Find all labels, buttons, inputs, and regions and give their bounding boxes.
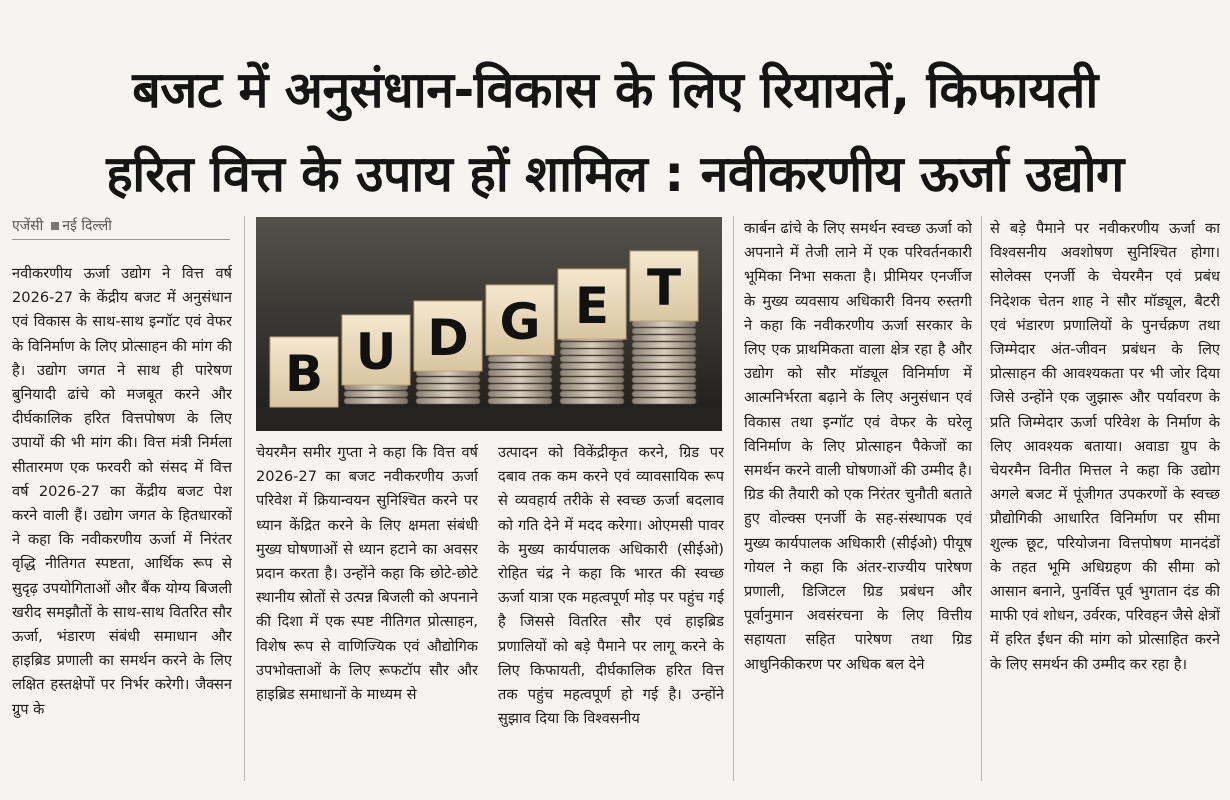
coin-stack-layer	[560, 349, 624, 355]
coin-stack-layer	[416, 384, 480, 390]
coin-stack-layer	[560, 391, 624, 397]
coin-stack-layer	[488, 363, 552, 369]
article-column-3: उत्पादन को विकेंद्रीकृत करने, ग्रिड पर दबाव तक कम करने एवं व्यावसायिक रूप से व्यवहार्य तरीके से स्वच्छ ऊर्जा बदलाव को गति देने में मदद करेगा। ओएमसी पावर के मुख्य कार्यपालक अधिकारी (सीईओ) रोहित चंद्र ने कहा कि भारत की स्वच्छ ऊर्जा यात्रा एक महत्वपूर्ण मोड़ पर पहुंच गई है जिससे वितरित सौर एवं हाइब्रिड प्रणालियों को बड़े पैमाने पर लागू करने के लिए किफायती, दीर्घकालिक हरित वित्त तक पहुंच महत्वपूर्ण हो गई है। उन्होंने सुझाव दिया कि विश्वसनीय	[498, 444, 724, 728]
coin-stack-layer	[560, 384, 624, 390]
column-divider	[244, 216, 245, 781]
coin-stack-layer	[632, 377, 696, 383]
coin-stack-layer	[632, 321, 696, 327]
coin-stack-layer	[560, 398, 624, 404]
coin-stack-layer	[632, 356, 696, 362]
coin-stack-layer	[632, 335, 696, 341]
block-letter: T	[646, 259, 682, 317]
budget-coins-illustration	[256, 217, 722, 431]
coin-stack-layer	[632, 363, 696, 369]
coin-stack-layer	[560, 363, 624, 369]
coin-stack-layer	[488, 398, 552, 404]
coin-stack-layer	[488, 391, 552, 397]
headline-line-2: हरित वित्त के उपाय हों शामिल : नवीकरणीय ऊर्जा उद्योग	[106, 145, 1124, 203]
coin-stack-layer	[632, 328, 696, 334]
headline-line-1: बजट में अनुसंधान-विकास के लिए रियायतें, किफायती	[132, 61, 1098, 119]
dateline-agency: एजेंसी	[12, 218, 44, 234]
coin-stack-layer	[632, 370, 696, 376]
square-bullet-icon	[51, 222, 59, 230]
block-letter: G	[499, 293, 541, 351]
coin-stack-layer	[560, 370, 624, 376]
coin-stack-layer	[632, 398, 696, 404]
budget-photo	[256, 217, 722, 431]
column-divider	[733, 216, 734, 781]
coin-stack-layer	[632, 391, 696, 397]
article-column-2: चेयरमैन समीर गुप्ता ने कहा कि वित्त वर्ष 2026-27 का बजट नवीकरणीय ऊर्जा परिवेश में क्रियान्वयन सुनिश्चित करने पर ध्यान केंद्रित करने के लिए क्षमता संबंधी मुख्य घोषणाओं से ध्यान हटाने का अवसर प्रदान करता है। उन्होंने कहा कि छोटे-छोटे स्थानीय स्रोतों से उत्पन्न बिजली को अपनाने की दिशा में एक स्पष्ट नीतिगत प्रोत्साहन, विशेष रूप से वाणिज्यिक एवं औद्योगिक उपभोक्ताओं के लिए रूफटॉप सौर और हाइब्रिड समाधानों के माध्यम से	[256, 444, 478, 704]
article-column-1: नवीकरणीय ऊर्जा उद्योग ने वित्त वर्ष 2026-27 के केंद्रीय बजट में अनुसंधान एवं विकास के साथ-साथ इन्गॉट एवं वेफर के विनिर्माण के लिए प्रोत्साहन की मांग की है। उद्योग जगत ने साथ ही पारेषण बुनियादी ढांचे को मजबूत करने और दीर्घकालिक हरित वित्तपोषण के लिए उपायों की भी मांग की। वित्त मंत्री निर्मला सीतारमण एक फरवरी को संसद में वित्त वर्ष 2026-27 का केंद्रीय बजट पेश करने वाली हैं। उद्योग जगत के हितधारकों ने कहा कि नवीकरणीय ऊर्जा में निरंतर वृद्धि नीतिगत स्पष्टता, आर्थिक रूप से सुदृढ़ उपयोगिताओं और बैंक योग्य बिजली खरीद समझौतों के साथ-साथ वितरित सौर ऊर्जा, भंडारण संबंधी समाधान और हाइब्रिड प्रणाली का समर्थन करने के लिए लक्षित हस्तक्षेपों पर निर्भर करेगी। जैक्सन ग्रुप के	[12, 265, 232, 718]
block-letter: U	[355, 323, 397, 381]
coin-stack-layer	[488, 370, 552, 376]
headline	[0, 48, 1230, 216]
coin-stack-layer	[560, 356, 624, 362]
dateline	[12, 216, 230, 240]
dateline-city: नई दिल्ली	[62, 218, 112, 234]
coin-stack-layer	[344, 398, 408, 404]
column-divider	[981, 216, 982, 781]
coin-stack-layer	[632, 349, 696, 355]
coin-stack-layer	[488, 377, 552, 383]
block-letter: D	[427, 309, 469, 367]
coin-stack-layer	[344, 391, 408, 397]
coin-stack-layer	[632, 342, 696, 348]
coin-stack-layer	[488, 384, 552, 390]
article-column-5: से बड़े पैमाने पर नवीकरणीय ऊर्जा का विश्वसनीय अवशोषण सुनिश्चित होगा। सोलेक्स एनर्जी के चेयरमैन एवं प्रबंध निदेशक चेतन शाह ने सौर मॉड्यूल, बैटरी एवं भंडारण प्रणालियों के पुनर्चक्रण तथा जिम्मेदार अंत-जीवन प्रबंधन के लिए प्रोत्साहन की आवश्यकता पर भी जोर दिया जिसे उन्होंने एक जुझारू और पर्यावरण के प्रति जिम्मेदार ऊर्जा परिवेश के निर्माण के लिए आवश्यक बताया। अवाडा ग्रुप के चेयरमैन विनीत मित्तल ने कहा कि उद्योग अगले बजट में पूंजीगत उपकरणों के स्वच्छ प्रौद्योगिकी आधारित विनिर्माण पर सीमा शुल्क छूट, परियोजना वित्तपोषण मानदंडों के तहत भूमि अधिग्रहण की सीमा को आसान बनाने, पुनर्वित्त पूर्व भुगतान दंड की माफी एवं शोधन, उर्वरक, परिवहन जैसे क्षेत्रों में हरित ईंधन की मांग को प्रोत्साहित करने के लिए समर्थन की उम्मीद कर रहा है।	[990, 220, 1220, 673]
block-letter: B	[284, 345, 324, 403]
coin-stack-layer	[632, 384, 696, 390]
coin-stack-layer	[416, 377, 480, 383]
block-letter: E	[574, 277, 610, 335]
coin-stack-layer	[416, 391, 480, 397]
coin-stack-layer	[560, 377, 624, 383]
article-column-4: कार्बन ढांचे के लिए समर्थन स्वच्छ ऊर्जा को अपनाने में तेजी लाने में एक परिवर्तनकारी भूमिका निभा सकता है। प्रीमियर एनर्जीज के मुख्य व्यवसाय अधिकारी विनय रुस्तगी ने कहा कि नवीकरणीय ऊर्जा सरकार के लिए एक प्राथमिकता वाला क्षेत्र रहा है और उद्योग को सौर मॉड्यूल विनिर्माण में आत्मनिर्भरता बढ़ाने के लिए अनुसंधान एवं विकास तथा इन्गॉट एवं वेफर के घरेलू विनिर्माण के लिए प्रोत्साहन पैकेजों का समर्थन करने वाली घोषणाओं की उम्मीद है। ग्रिड की तैयारी को एक निरंतर चुनौती बताते हुए वोल्क्स एनर्जी के सह-संस्थापक एवं मुख्य कार्यपालक अधिकारी (सीईओ) पीयूष गोयल ने कहा कि अंतर-राज्यीय पारेषण प्रणाली, डिजिटल ग्रिड प्रबंधन और पूर्वानुमान अवसंरचना के लिए वित्तीय सहायता सहित पारेषण तथा ग्रिड आधुनिकीकरण पर अधिक बल देने	[744, 220, 972, 673]
coin-stack-layer	[416, 398, 480, 404]
coin-stack-layer	[560, 342, 624, 348]
coin-stack-layer	[488, 356, 552, 362]
